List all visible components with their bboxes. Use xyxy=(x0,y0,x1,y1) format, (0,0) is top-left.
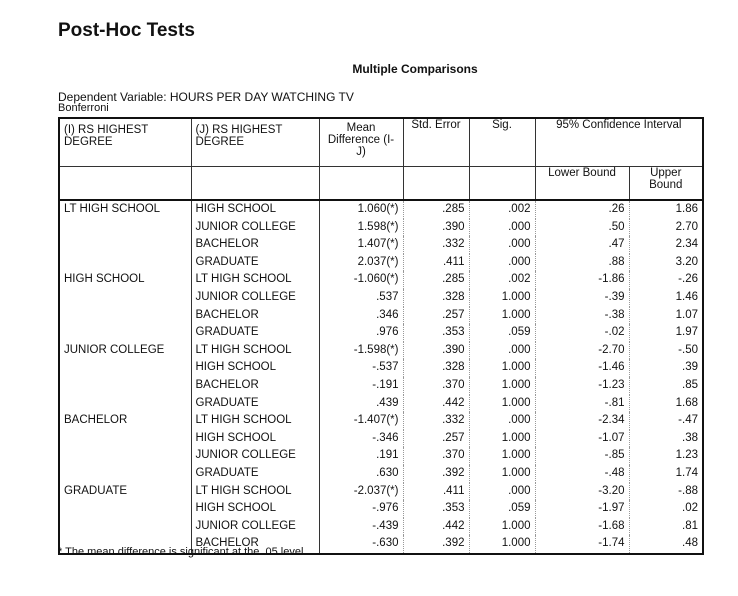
cell-sig: 1.000 xyxy=(469,395,535,413)
cell-mean-difference: .976 xyxy=(319,324,403,342)
cell-std-error: .442 xyxy=(403,395,469,413)
header-confidence-interval: 95% Confidence Interval xyxy=(535,118,703,167)
table-row xyxy=(59,271,703,289)
cell-lower-bound: -2.70 xyxy=(535,342,629,360)
cell-sig: 1.000 xyxy=(469,465,535,483)
cell-lower-bound: -1.68 xyxy=(535,518,629,536)
table-row xyxy=(59,307,703,325)
cell-std-error: .411 xyxy=(403,483,469,501)
cell-i-degree xyxy=(59,395,191,413)
cell-j-degree: JUNIOR COLLEGE xyxy=(191,518,319,536)
cell-std-error: .370 xyxy=(403,377,469,395)
table-row xyxy=(59,377,703,395)
cell-sig: 1.000 xyxy=(469,359,535,377)
table-row xyxy=(59,254,703,272)
cell-i-degree xyxy=(59,254,191,272)
cell-i-degree xyxy=(59,500,191,518)
table-row xyxy=(59,236,703,254)
cell-mean-difference: -1.407(*) xyxy=(319,412,403,430)
cell-upper-bound: .02 xyxy=(682,502,698,515)
cell-lower-bound: -.38 xyxy=(535,307,629,325)
cell-std-error: .328 xyxy=(403,359,469,377)
table-row xyxy=(59,500,703,518)
cell-mean-difference: -1.060(*) xyxy=(319,271,403,289)
cell-upper-bound: .48 xyxy=(682,537,698,550)
cell-mean-difference: .537 xyxy=(319,289,403,307)
cell-lower-bound: -1.74 xyxy=(535,535,629,554)
header-blank-cell xyxy=(469,167,535,201)
cell-sig: 1.000 xyxy=(469,430,535,448)
cell-sig: 1.000 xyxy=(469,518,535,536)
cell-upper-bound: -.26 xyxy=(678,273,698,286)
cell-std-error: .442 xyxy=(403,518,469,536)
cell-j-degree: GRADUATE xyxy=(191,395,319,413)
cell-mean-difference: -.537 xyxy=(319,359,403,377)
cell-lower-bound: -1.86 xyxy=(535,271,629,289)
cell-mean-difference: 2.037(*) xyxy=(319,254,403,272)
cell-mean-difference: -.439 xyxy=(319,518,403,536)
cell-mean-difference: .439 xyxy=(319,395,403,413)
cell-j-degree: BACHELOR xyxy=(191,307,319,325)
cell-i-degree xyxy=(59,359,191,377)
dependent-variable-label: Dependent Variable: HOURS PER DAY WATCHING TV xyxy=(58,90,354,104)
cell-lower-bound: -3.20 xyxy=(535,483,629,501)
cell-lower-bound: .50 xyxy=(535,219,629,237)
cell-mean-difference: -.346 xyxy=(319,430,403,448)
cell-lower-bound: -1.23 xyxy=(535,377,629,395)
section-title: Post-Hoc Tests xyxy=(58,20,195,41)
cell-upper-bound: .39 xyxy=(682,361,698,374)
cell-j-degree: LT HIGH SCHOOL xyxy=(191,271,319,289)
cell-j-degree: HIGH SCHOOL xyxy=(191,430,319,448)
header-blank-cell xyxy=(319,167,403,201)
table-row xyxy=(59,430,703,448)
cell-sig: .002 xyxy=(469,271,535,289)
cell-lower-bound: -1.07 xyxy=(535,430,629,448)
cell-sig: .059 xyxy=(469,500,535,518)
cell-j-degree: JUNIOR COLLEGE xyxy=(191,219,319,237)
table-row xyxy=(59,324,703,342)
cell-upper-bound: -.47 xyxy=(678,414,698,427)
cell-upper-bound: 1.86 xyxy=(629,200,703,219)
cell-i-degree xyxy=(59,518,191,536)
header-mean-difference: Mean Difference (I-J) xyxy=(319,118,403,167)
cell-sig: .000 xyxy=(469,342,535,360)
cell-lower-bound: -1.46 xyxy=(535,359,629,377)
header-lower-bound: Lower Bound xyxy=(535,167,629,201)
cell-lower-bound: -2.34 xyxy=(535,412,629,430)
cell-j-degree: HIGH SCHOOL xyxy=(191,200,319,219)
cell-i-degree: LT HIGH SCHOOL xyxy=(59,200,191,219)
cell-i-degree xyxy=(59,377,191,395)
table-row xyxy=(59,483,703,501)
table-body xyxy=(59,200,703,554)
header-sig: Sig. xyxy=(469,118,535,167)
cell-sig: .000 xyxy=(469,412,535,430)
cell-mean-difference: -.630 xyxy=(319,535,403,554)
cell-i-degree: GRADUATE xyxy=(59,483,191,501)
cell-lower-bound: -.48 xyxy=(535,465,629,483)
cell-lower-bound: -.85 xyxy=(535,447,629,465)
cell-std-error: .392 xyxy=(403,465,469,483)
header-j-degree: (J) RS HIGHEST DEGREE xyxy=(191,118,319,167)
cell-j-degree: BACHELOR xyxy=(191,377,319,395)
header-i-degree: (I) RS HIGHEST DEGREE xyxy=(59,118,191,167)
cell-j-degree: JUNIOR COLLEGE xyxy=(191,289,319,307)
cell-i-degree: JUNIOR COLLEGE xyxy=(59,342,191,360)
cell-upper-bound: 3.20 xyxy=(675,255,698,268)
cell-sig: 1.000 xyxy=(469,289,535,307)
cell-j-degree: HIGH SCHOOL xyxy=(191,359,319,377)
cell-upper-bound: 1.97 xyxy=(675,326,698,339)
cell-upper-bound: .38 xyxy=(682,431,698,444)
cell-i-degree: BACHELOR xyxy=(59,412,191,430)
cell-mean-difference: -1.598(*) xyxy=(319,342,403,360)
header-upper-bound: Upper Bound xyxy=(629,167,703,201)
cell-std-error: .390 xyxy=(403,219,469,237)
cell-sig: .000 xyxy=(469,236,535,254)
cell-sig: .000 xyxy=(469,483,535,501)
multiple-comparisons-table xyxy=(58,117,704,555)
table-row xyxy=(59,200,703,219)
cell-upper-bound: -.50 xyxy=(678,343,698,356)
table-row xyxy=(59,395,703,413)
cell-i-degree xyxy=(59,447,191,465)
cell-upper-bound: 1.74 xyxy=(675,466,698,479)
cell-upper-bound: .85 xyxy=(682,378,698,391)
cell-std-error: .353 xyxy=(403,324,469,342)
cell-std-error: .390 xyxy=(403,342,469,360)
cell-i-degree xyxy=(59,430,191,448)
cell-upper-bound: 1.23 xyxy=(675,449,698,462)
footnote: * The mean difference is significant at the .05 level. xyxy=(58,546,307,558)
table-row xyxy=(59,342,703,360)
cell-sig: .000 xyxy=(469,219,535,237)
cell-j-degree: HIGH SCHOOL xyxy=(191,500,319,518)
cell-upper-bound: 2.34 xyxy=(675,238,698,251)
cell-j-degree: LT HIGH SCHOOL xyxy=(191,483,319,501)
cell-std-error: .285 xyxy=(403,271,469,289)
table-row xyxy=(59,447,703,465)
cell-sig: 1.000 xyxy=(469,535,535,554)
cell-mean-difference: 1.407(*) xyxy=(319,236,403,254)
cell-i-degree xyxy=(59,465,191,483)
cell-std-error: .328 xyxy=(403,289,469,307)
cell-std-error: .370 xyxy=(403,447,469,465)
cell-upper-bound: 1.46 xyxy=(675,290,698,303)
table-title: Multiple Comparisons xyxy=(352,62,478,76)
cell-mean-difference: .630 xyxy=(319,465,403,483)
cell-j-degree: LT HIGH SCHOOL xyxy=(191,342,319,360)
cell-sig: 1.000 xyxy=(469,377,535,395)
cell-std-error: .285 xyxy=(403,200,469,219)
cell-i-degree xyxy=(59,219,191,237)
cell-sig: .059 xyxy=(469,324,535,342)
cell-mean-difference: -2.037(*) xyxy=(319,483,403,501)
cell-mean-difference: 1.598(*) xyxy=(319,219,403,237)
table-row xyxy=(59,219,703,237)
cell-upper-bound: -.88 xyxy=(678,484,698,497)
cell-j-degree: BACHELOR xyxy=(191,236,319,254)
cell-mean-difference: -.976 xyxy=(319,500,403,518)
cell-j-degree: BACHELOR xyxy=(191,535,319,554)
cell-std-error: .411 xyxy=(403,254,469,272)
cell-j-degree: GRADUATE xyxy=(191,254,319,272)
cell-lower-bound: -1.97 xyxy=(535,500,629,518)
header-std-error: Std. Error xyxy=(403,118,469,167)
cell-lower-bound: -.02 xyxy=(535,324,629,342)
cell-lower-bound: .26 xyxy=(535,200,629,219)
table-row xyxy=(59,412,703,430)
table-row xyxy=(59,359,703,377)
cell-i-degree xyxy=(59,236,191,254)
cell-mean-difference: .346 xyxy=(319,307,403,325)
cell-mean-difference: .191 xyxy=(319,447,403,465)
table-row xyxy=(59,289,703,307)
cell-lower-bound: -.81 xyxy=(535,395,629,413)
cell-std-error: .257 xyxy=(403,430,469,448)
cell-mean-difference: -.191 xyxy=(319,377,403,395)
cell-sig: .000 xyxy=(469,254,535,272)
cell-upper-bound: 2.70 xyxy=(675,220,698,233)
header-blank-cell xyxy=(403,167,469,201)
cell-lower-bound: .88 xyxy=(535,254,629,272)
cell-sig: .002 xyxy=(469,200,535,219)
cell-j-degree: GRADUATE xyxy=(191,324,319,342)
method-label: Bonferroni xyxy=(58,102,109,114)
cell-i-degree: HIGH SCHOOL xyxy=(59,271,191,289)
cell-j-degree: LT HIGH SCHOOL xyxy=(191,412,319,430)
cell-std-error: .332 xyxy=(403,236,469,254)
cell-j-degree: JUNIOR COLLEGE xyxy=(191,447,319,465)
cell-mean-difference: 1.060(*) xyxy=(319,200,403,219)
cell-std-error: .353 xyxy=(403,500,469,518)
cell-i-degree xyxy=(59,289,191,307)
table-row xyxy=(59,518,703,536)
cell-sig: 1.000 xyxy=(469,447,535,465)
header-blank-cell xyxy=(191,167,319,201)
cell-upper-bound: .81 xyxy=(682,519,698,532)
header-blank-cell xyxy=(59,167,191,201)
cell-upper-bound: 1.68 xyxy=(675,396,698,409)
cell-sig: 1.000 xyxy=(469,307,535,325)
cell-lower-bound: -.39 xyxy=(535,289,629,307)
cell-i-degree xyxy=(59,324,191,342)
cell-std-error: .392 xyxy=(403,535,469,554)
cell-upper-bound: 1.07 xyxy=(675,308,698,321)
cell-std-error: .257 xyxy=(403,307,469,325)
table-row xyxy=(59,465,703,483)
cell-i-degree xyxy=(59,307,191,325)
cell-j-degree: GRADUATE xyxy=(191,465,319,483)
cell-std-error: .332 xyxy=(403,412,469,430)
cell-lower-bound: .47 xyxy=(535,236,629,254)
